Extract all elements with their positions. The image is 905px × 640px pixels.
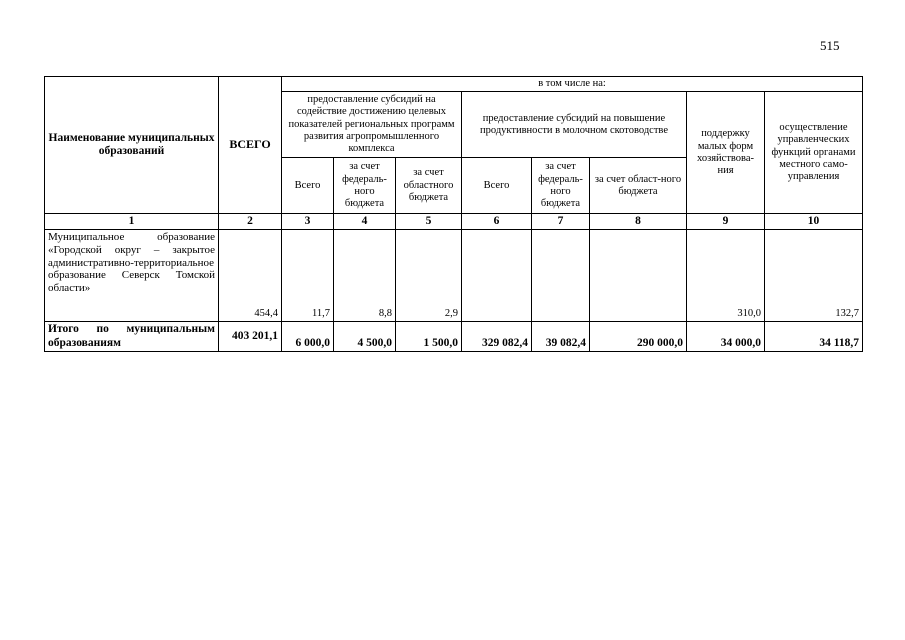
header-including: в том числе на: (282, 77, 863, 92)
total-label: Итого по муниципальным образованиям (45, 322, 219, 351)
column-number: 4 (334, 214, 396, 230)
total-value: 329 082,4 (462, 322, 532, 351)
value-cell: 310,0 (687, 230, 765, 322)
column-number: 2 (219, 214, 282, 230)
header-total: ВСЕГО (219, 77, 282, 214)
column-number-row (45, 214, 863, 230)
total-value: 6 000,0 (282, 322, 334, 351)
value-cell: 2,9 (396, 230, 462, 322)
total-value: 403 201,1 (219, 322, 282, 351)
value-cell: 8,8 (334, 230, 396, 322)
header-g1-total: Всего (282, 158, 334, 214)
value-cell (532, 230, 590, 322)
total-value: 4 500,0 (334, 322, 396, 351)
value-cell (590, 230, 687, 322)
value-cell: 132,7 (765, 230, 863, 322)
header-name: Наименование муниципальных образований (45, 77, 219, 214)
column-number: 6 (462, 214, 532, 230)
total-value: 1 500,0 (396, 322, 462, 351)
header-group1: предоставление субсидий на содействие достижению целевых показателей региональных программ развития агропромышленного комплекса (282, 92, 462, 158)
total-value: 290 000,0 (590, 322, 687, 351)
header-group2: предоставление субсидий на повышение продуктивности в молочном скотоводстве (462, 92, 687, 158)
total-row (45, 322, 863, 351)
header-g2-total: Всего (462, 158, 532, 214)
value-cell: 454,4 (219, 230, 282, 322)
column-number: 5 (396, 214, 462, 230)
column-number: 7 (532, 214, 590, 230)
header-col10: осуществление управленческих функций органами местного само-управления (765, 92, 863, 214)
municipality-name: Муниципальное образование «Городской округ – закрытое административно-территориальное образование Северск Томской области» (45, 230, 219, 322)
header-g2-regional: за счет област-ного бюджета (590, 158, 687, 214)
column-number: 8 (590, 214, 687, 230)
total-value: 34 000,0 (687, 322, 765, 351)
column-number: 1 (45, 214, 219, 230)
header-g1-federal: за счет федераль-ного бюджета (334, 158, 396, 214)
column-number: 9 (687, 214, 765, 230)
column-number: 3 (282, 214, 334, 230)
table-row (45, 230, 863, 322)
column-number: 10 (765, 214, 863, 230)
total-value: 39 082,4 (532, 322, 590, 351)
value-cell: 11,7 (282, 230, 334, 322)
page-number: 515 (820, 38, 840, 53)
header-g1-regional: за счет областного бюджета (396, 158, 462, 214)
header-g2-federal: за счет федераль-ного бюджета (532, 158, 590, 214)
municipal-subsidies-table (44, 76, 863, 352)
header-col9: поддержку малых форм хозяйствова-ния (687, 92, 765, 214)
total-value: 34 118,7 (765, 322, 863, 351)
value-cell (462, 230, 532, 322)
